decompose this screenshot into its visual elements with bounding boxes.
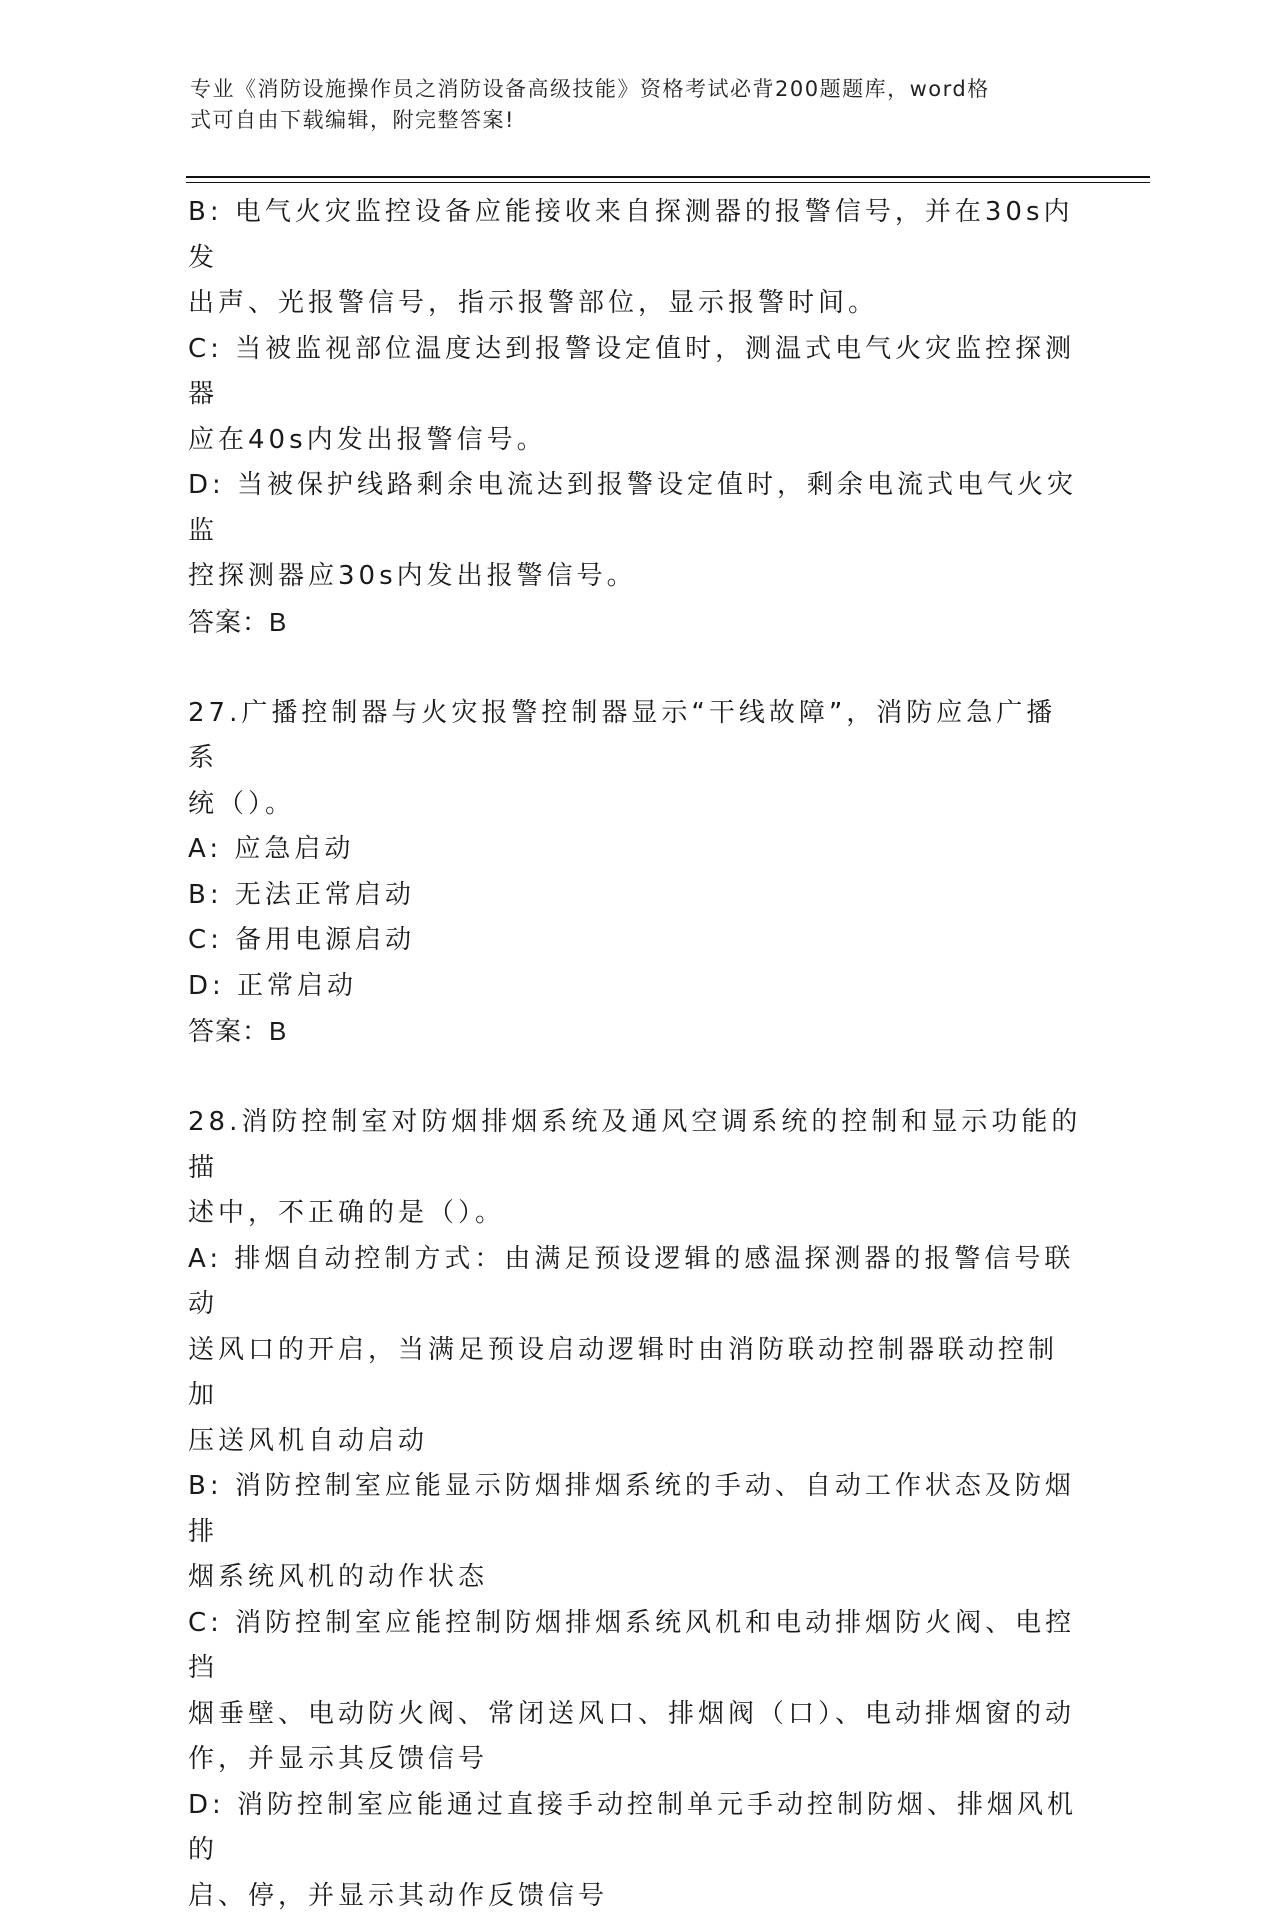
option-line: D: 消防控制室应能通过直接手动控制单元手动控制防烟、排烟风机的 [188, 1783, 1083, 1874]
stem-line: 28.消防控制室对防烟排烟系统及通风空调系统的控制和显示功能的描 [188, 1100, 1083, 1191]
option-line: B: 电气火灾监控设备应能接收来自探测器的报警信号，并在30s内发 [188, 190, 1083, 281]
q28-option-c [188, 1601, 1083, 1783]
option-line: 作，并显示其反馈信号 [188, 1737, 1083, 1783]
option-line: A: 排烟自动控制方式：由满足预设逻辑的感温探测器的报警信号联动 [188, 1237, 1083, 1328]
option-line: B: 消防控制室应能显示防烟排烟系统的手动、自动工作状态及防烟排 [188, 1464, 1083, 1555]
option-line: C: 当被监视部位温度达到报警设定值时，测温式电气火灾监控探测器 [188, 327, 1083, 418]
stem-line: 统（）。 [188, 782, 1083, 828]
spacer [188, 645, 1083, 691]
q28-option-a [188, 1237, 1083, 1465]
q26-answer: 答案：B [188, 600, 1083, 646]
question-content [188, 190, 1083, 1919]
q28-stem [188, 1100, 1083, 1237]
option-line: 烟系统风机的动作状态 [188, 1555, 1083, 1601]
q27-option-d: D: 正常启动 [188, 964, 1083, 1010]
header-rule-thin [186, 182, 1150, 183]
option-line: 烟垂壁、电动防火阀、常闭送风口、排烟阀（口）、电动排烟窗的动 [188, 1692, 1083, 1738]
q26-option-d [188, 463, 1083, 600]
q27-option-a: A: 应急启动 [188, 827, 1083, 873]
option-line: 启、停，并显示其动作反馈信号 [188, 1874, 1083, 1919]
stem-line: 述中，不正确的是（）。 [188, 1191, 1083, 1237]
q27-stem [188, 691, 1083, 828]
header-line-1: 专业《消防设施操作员之消防设备高级技能》资格考试必背200题题库，word格 [190, 74, 1070, 105]
q27-answer: 答案：B [188, 1009, 1083, 1055]
q28-option-d [188, 1783, 1083, 1919]
q27-option-b: B: 无法正常启动 [188, 873, 1083, 919]
spacer [188, 1055, 1083, 1101]
q28-option-b [188, 1464, 1083, 1601]
stem-line: 27.广播控制器与火灾报警控制器显示“干线故障”，消防应急广播系 [188, 691, 1083, 782]
q26-option-b [188, 190, 1083, 327]
option-line: 送风口的开启，当满足预设启动逻辑时由消防联动控制器联动控制加 [188, 1328, 1083, 1419]
q27-option-c: C: 备用电源启动 [188, 918, 1083, 964]
option-line: C: 消防控制室应能控制防烟排烟系统风机和电动排烟防火阀、电控挡 [188, 1601, 1083, 1692]
option-line: D: 当被保护线路剩余电流达到报警设定值时，剩余电流式电气火灾监 [188, 463, 1083, 554]
header-rule-thick [186, 176, 1150, 178]
option-line: 出声、光报警信号，指示报警部位，显示报警时间。 [188, 281, 1083, 327]
q26-option-c [188, 327, 1083, 464]
option-line: 控探测器应30s内发出报警信号。 [188, 554, 1083, 600]
option-line: 应在40s内发出报警信号。 [188, 418, 1083, 464]
header-line-2: 式可自由下载编辑，附完整答案! [190, 105, 1070, 136]
option-line: 压送风机自动启动 [188, 1419, 1083, 1465]
document-header [190, 74, 1070, 136]
